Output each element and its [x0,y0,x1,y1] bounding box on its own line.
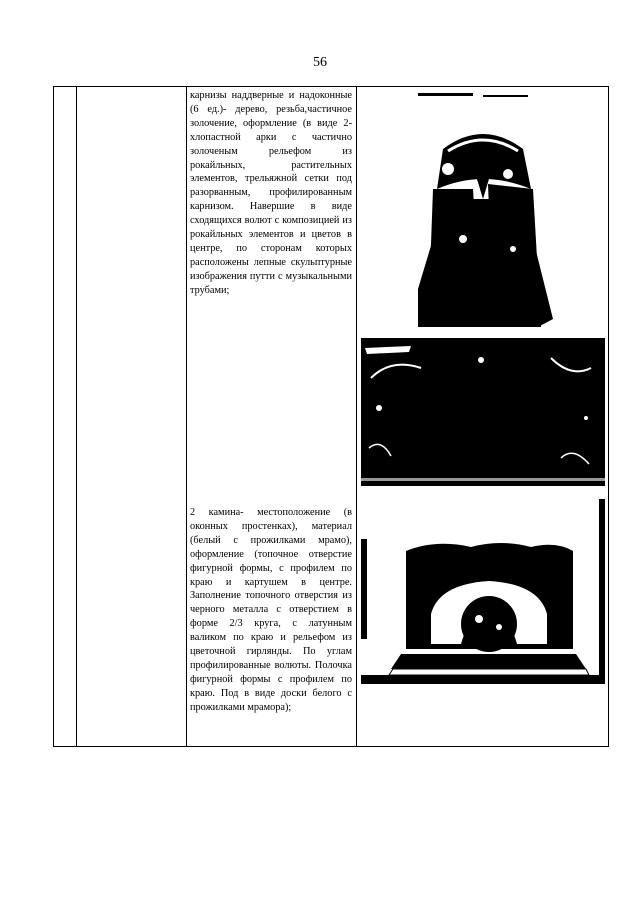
fireplace-photo [361,499,605,684]
objects-table [53,86,609,747]
cornice-photo [413,89,554,327]
fireplace-description: 2 камина- местоположение (в оконных простенках), материал (белый с прожилками мрамо), оформление (топочное отверстие фигурной формы, с профилем по краю и картушем в центре. Заполнение топочного отверстия из черного металла с отверстием в форме 2/3 круга, с латунным валиком по краю и рельефом из цветочной гирлянды. По углам профилированные волюты. Полочка фигурной формы с профилем по краю. Под в виде доски белого с прожилками мрамора); [190,507,352,713]
column-divider [186,87,187,746]
column-divider [76,87,77,746]
cornice-description: карнизы наддверные и надоконные (6 ед.)- дерево, резьба,частичное золочение, оформление (в виде 2-хлопастной арки с частично золоченым рельефом из рокайльных, растительных элементов, трельяжной сетки под разорванным, профилированным карнизом. Навершие в виде сходящихся волют с композицией из рокайльных элементов и цветов в центре, по сторонам которых расположены лепные скульптурные изображения путти с музыкальными трубами; [190,90,352,296]
page-number: 56 [313,55,327,70]
column-divider [356,87,357,746]
putti-detail-photo [361,338,605,486]
